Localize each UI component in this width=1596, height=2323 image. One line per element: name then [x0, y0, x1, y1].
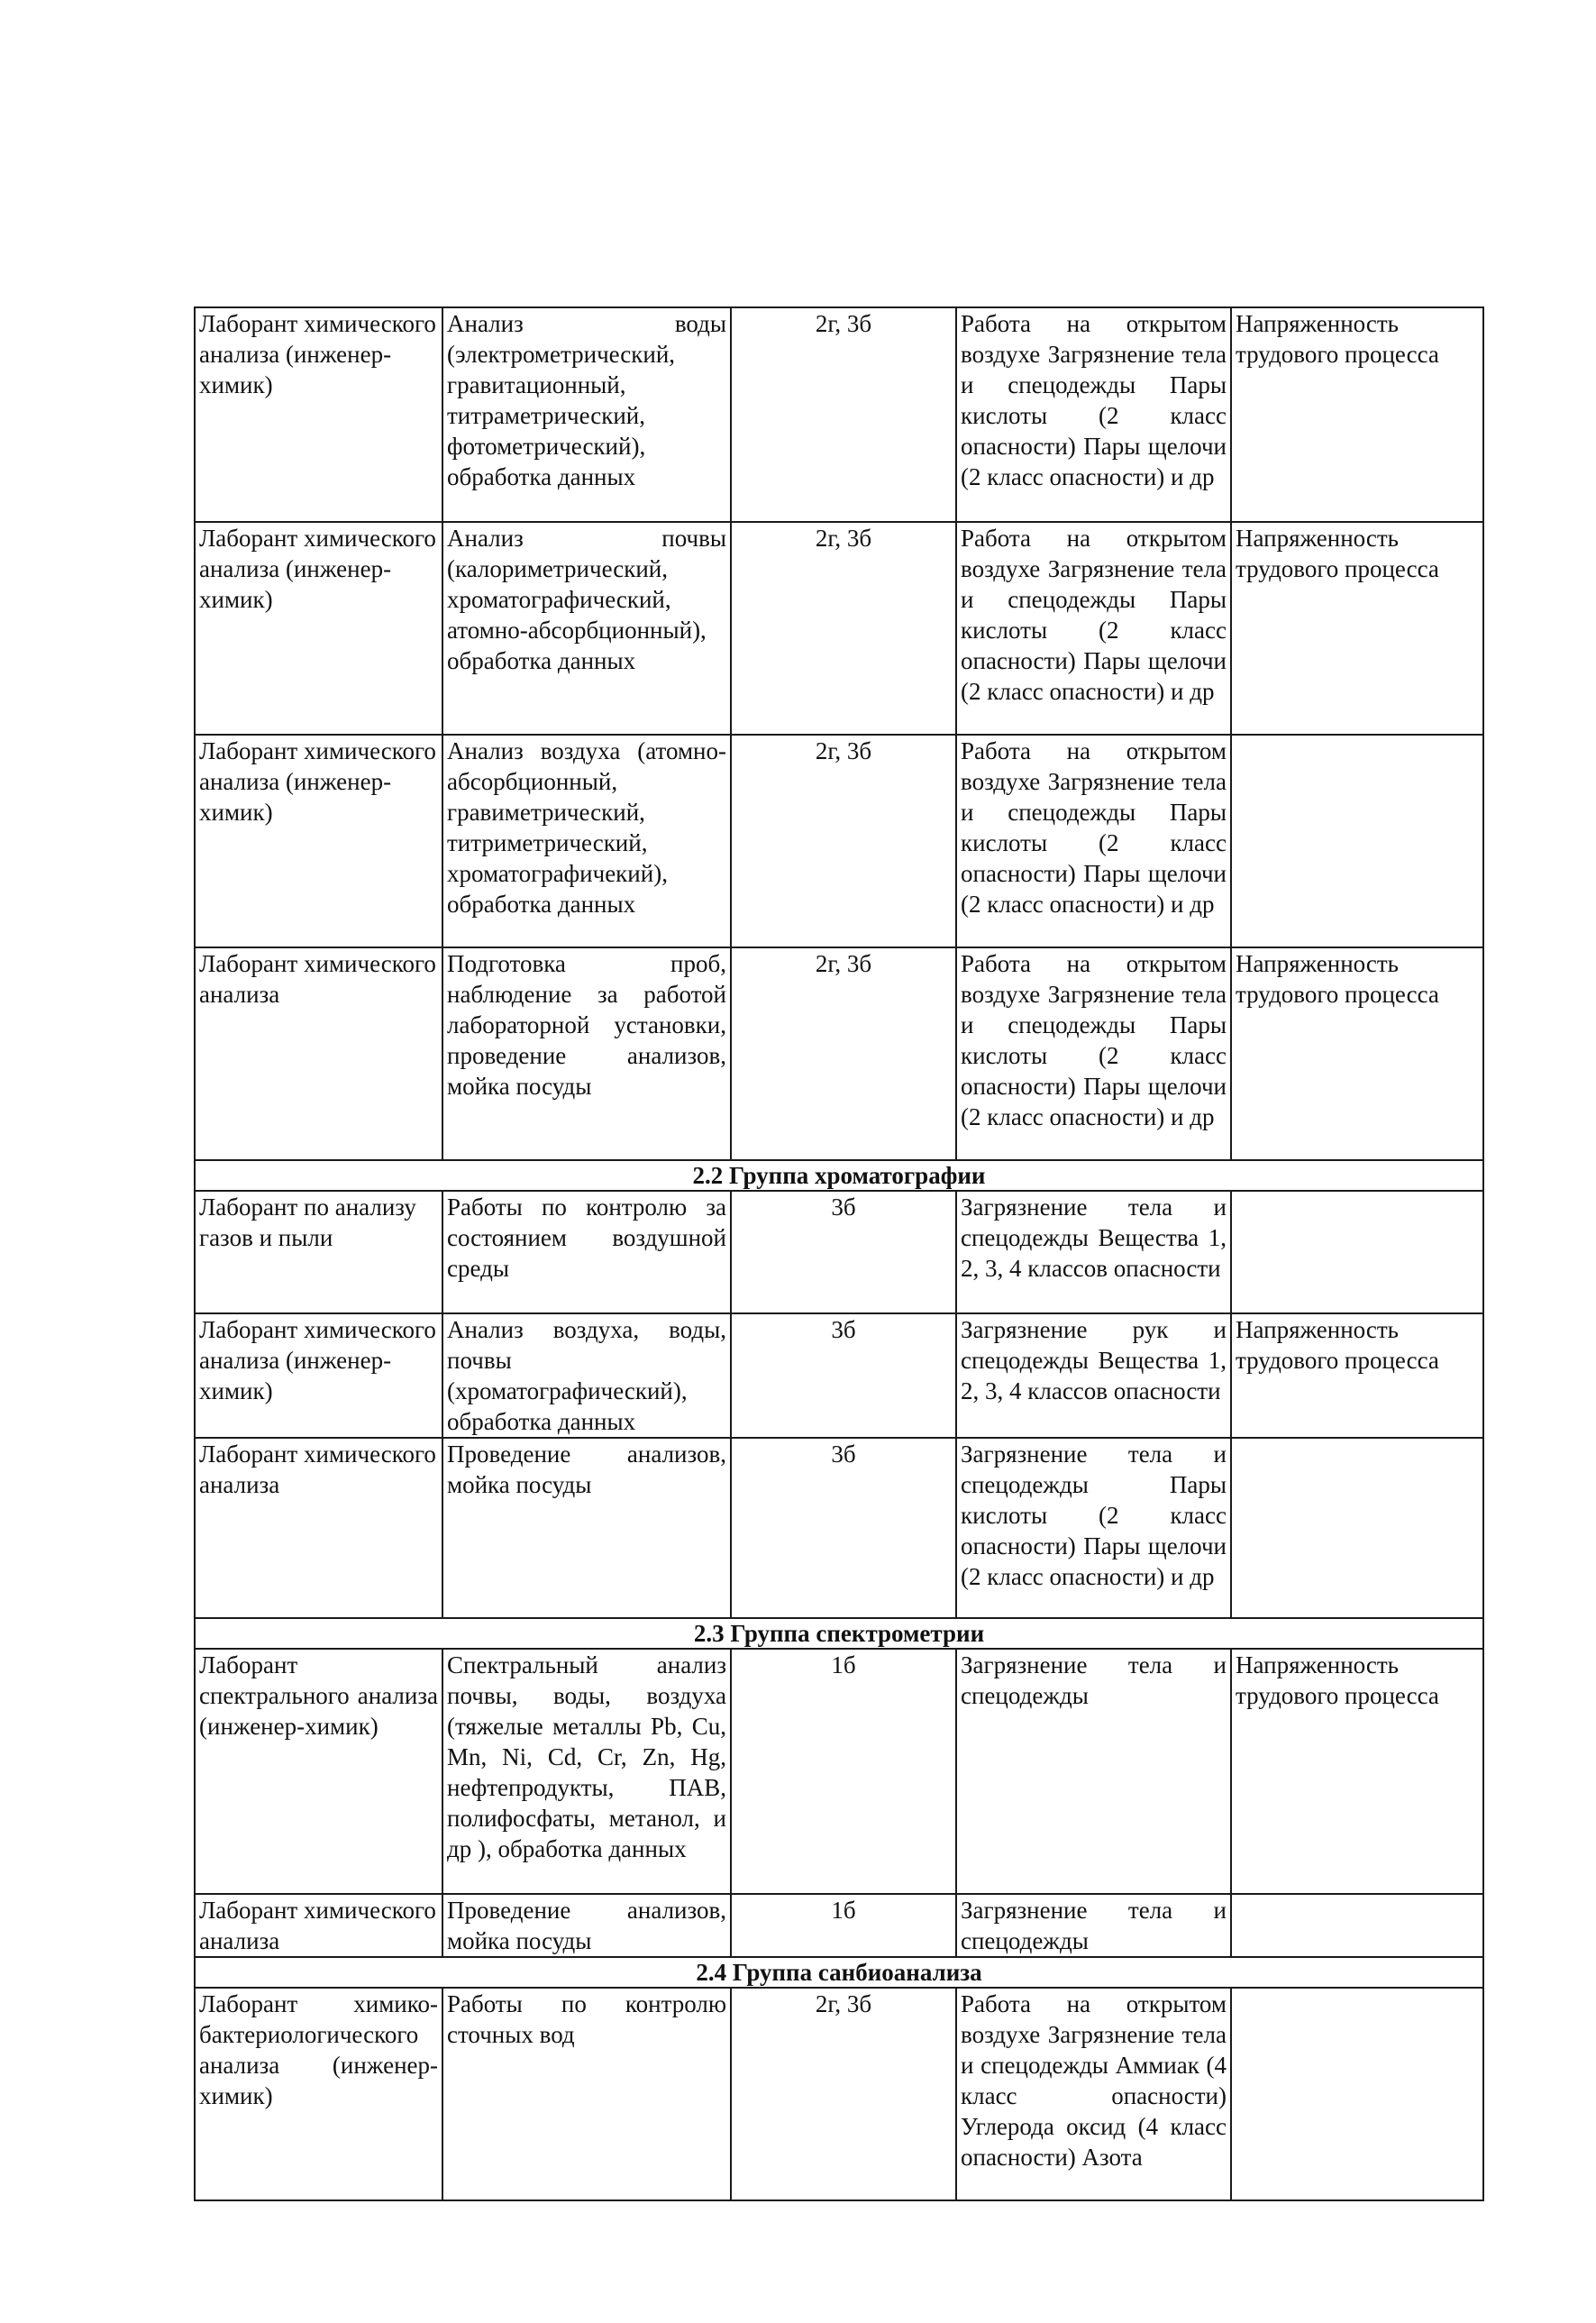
table-row	[195, 1313, 1483, 1438]
class-cell: 1б	[731, 1649, 956, 1894]
factors-cell: Загрязнение тела и спецодежды	[956, 1649, 1231, 1894]
other-factors-cell: Напряженность трудового процесса	[1231, 947, 1483, 1160]
table-row	[195, 1988, 1483, 2200]
factors-cell: Загрязнение тела и спецодежды Пары кислоты (2 класс опасности) Пары щелочи (2 класс опасности) и др	[956, 1438, 1231, 1618]
factors-cell: Работа на открытом воздухе Загрязнение тела и спецодежды Пары кислоты (2 класс опасности) Пары щелочи (2 класс опасности) и др	[956, 522, 1231, 735]
group-title: 2.4 Группа санбиоанализа	[195, 1957, 1483, 1988]
work-cell: Анализ воздуха (атомно-абсорбционный, гравиметрический, титриметрический, хроматографичекий), обработка данных	[442, 735, 731, 947]
work-cell: Анализ почвы (калориметрический, хроматографический, атомно-абсорбционный), обработка данных	[442, 522, 731, 735]
table-body	[195, 307, 1483, 2200]
work-cell: Проведение анализов, мойка посуды	[442, 1438, 731, 1618]
other-factors-cell	[1231, 1438, 1483, 1618]
class-cell: 1б	[731, 1894, 956, 1957]
other-factors-cell: Напряженность трудового процесса	[1231, 522, 1483, 735]
table-row	[195, 1191, 1483, 1313]
group-header-row	[195, 1160, 1483, 1191]
group-header-row	[195, 1618, 1483, 1649]
class-cell: 2г, 3б	[731, 1988, 956, 2200]
work-cell: Работы по контролю сточных вод	[442, 1988, 731, 2200]
other-factors-cell	[1231, 1191, 1483, 1313]
factors-cell: Работа на открытом воздухе Загрязнение тела и спецодежды Пары кислоты (2 класс опасности) Пары щелочи (2 класс опасности) и др	[956, 307, 1231, 522]
table-row	[195, 1894, 1483, 1957]
class-cell: 3б	[731, 1191, 956, 1313]
factors-cell: Работа на открытом воздухе Загрязнение тела и спецодежды Пары кислоты (2 класс опасности) Пары щелочи (2 класс опасности) и др	[956, 735, 1231, 947]
table-row	[195, 1649, 1483, 1894]
other-factors-cell	[1231, 735, 1483, 947]
factors-cell: Загрязнение тела и спецодежды	[956, 1894, 1231, 1957]
other-factors-cell	[1231, 1894, 1483, 1957]
table-row	[195, 1438, 1483, 1618]
factors-cell: Загрязнение тела и спецодежды Вещества 1, 2, 3, 4 классов опасности	[956, 1191, 1231, 1313]
class-cell: 3б	[731, 1313, 956, 1438]
work-cell: Анализ воздуха, воды, почвы (хроматографический), обработка данных	[442, 1313, 731, 1438]
position-cell: Лаборант химического анализа (инженер-химик)	[195, 307, 442, 522]
workplace-hazards-table	[194, 306, 1484, 2201]
other-factors-cell	[1231, 1988, 1483, 2200]
position-cell: Лаборант химического анализа (инженер-химик)	[195, 1313, 442, 1438]
class-cell: 2г, 3б	[731, 522, 956, 735]
group-title: 2.3 Группа спектрометрии	[195, 1618, 1483, 1649]
factors-cell: Загрязнение рук и спецодежды Вещества 1, 2, 3, 4 классов опасности	[956, 1313, 1231, 1438]
position-cell: Лаборант спектрального анализа (инженер-химик)	[195, 1649, 442, 1894]
work-cell: Спектральный анализ почвы, воды, воздуха (тяжелые металлы Pb, Cu, Mn, Ni, Cd, Cr, Zn, Hg, нефтепродукты, ПАВ, полифосфаты, метанол, и др ), обработка данных	[442, 1649, 731, 1894]
position-cell: Лаборант химического анализа (инженер-химик)	[195, 522, 442, 735]
other-factors-cell: Напряженность трудового процесса	[1231, 1313, 1483, 1438]
class-cell: 3б	[731, 1438, 956, 1618]
class-cell: 2г, 3б	[731, 947, 956, 1160]
class-cell: 2г, 3б	[731, 307, 956, 522]
position-cell: Лаборант химического анализа	[195, 1438, 442, 1618]
table-row	[195, 307, 1483, 522]
table-row	[195, 947, 1483, 1160]
table-row	[195, 735, 1483, 947]
group-header-row	[195, 1957, 1483, 1988]
class-cell: 2г, 3б	[731, 735, 956, 947]
position-cell: Лаборант химико-бактериологического анализа (инженер-химик)	[195, 1988, 442, 2200]
work-cell: Подготовка проб, наблюдение за работой лабораторной установки, проведение анализов, мойка посуды	[442, 947, 731, 1160]
position-cell: Лаборант по анализу газов и пыли	[195, 1191, 442, 1313]
work-cell: Работы по контролю за состоянием воздушной среды	[442, 1191, 731, 1313]
group-title: 2.2 Группа хроматографии	[195, 1160, 1483, 1191]
table-row	[195, 522, 1483, 735]
position-cell: Лаборант химического анализа (инженер-химик)	[195, 735, 442, 947]
factors-cell: Работа на открытом воздухе Загрязнение тела и спецодежды Пары кислоты (2 класс опасности) Пары щелочи (2 класс опасности) и др	[956, 947, 1231, 1160]
other-factors-cell: Напряженность трудового процесса	[1231, 1649, 1483, 1894]
work-cell: Анализ воды (электрометрический, гравитационный, титраметрический, фотометрический), обработка данных	[442, 307, 731, 522]
other-factors-cell: Напряженность трудового процесса	[1231, 307, 1483, 522]
position-cell: Лаборант химического анализа	[195, 947, 442, 1160]
factors-cell: Работа на открытом воздухе Загрязнение тела и спецодежды Аммиак (4 класс опасности) Углерода оксид (4 класс опасности) Азота	[956, 1988, 1231, 2200]
position-cell: Лаборант химического анализа	[195, 1894, 442, 1957]
work-cell: Проведение анализов, мойка посуды	[442, 1894, 731, 1957]
